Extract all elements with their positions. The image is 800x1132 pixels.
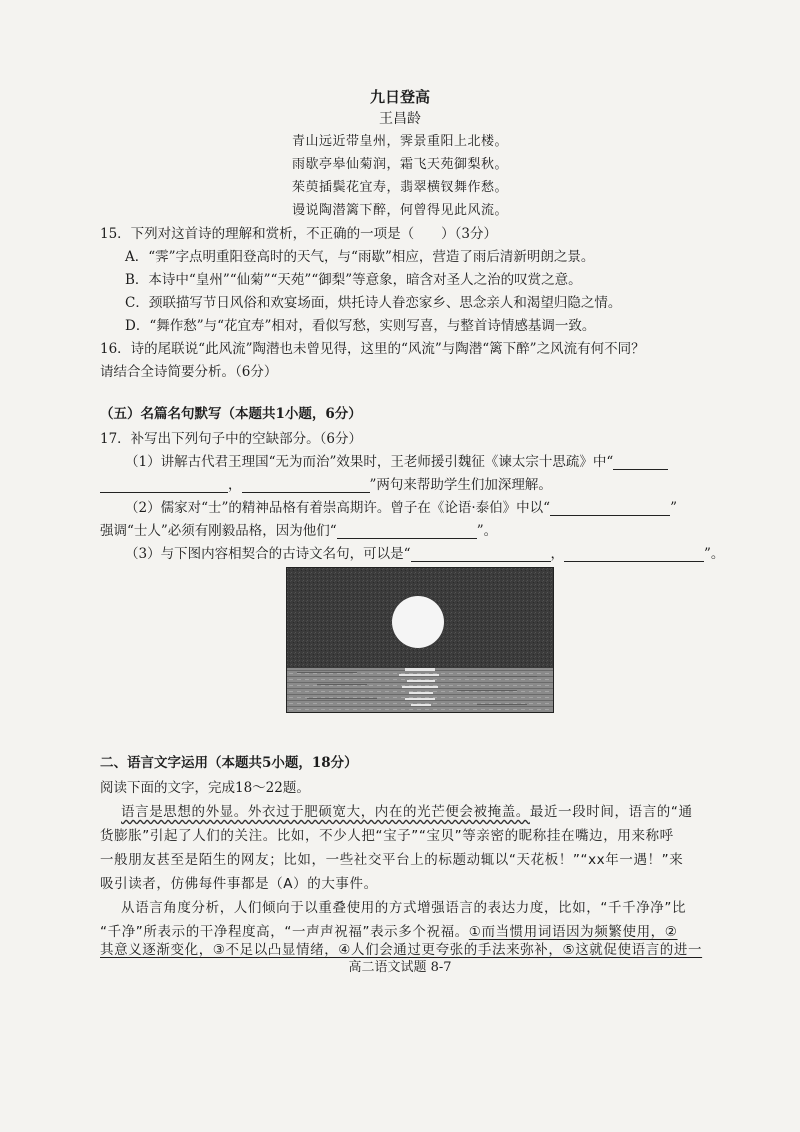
passage-line [121, 800, 693, 820]
answer-blank[interactable] [550, 501, 670, 516]
question-15-option-c: C．颈联描写节日风俗和欢宴场面，烘托诗人眷恋家乡、思念亲人和渴望归隐之情。 [125, 295, 622, 311]
section-5-heading: （五）名篇名句默写（本题共1小题，6分） [100, 406, 362, 422]
answer-blank[interactable] [337, 524, 477, 539]
question-15-option-a: A．“霁”字点明重阳登高时的天气，与“雨歇”相应，营造了雨后清新明朗之景。 [125, 249, 595, 265]
question-17-stem: 17．补写出下列句子中的空缺部分。（6分） [100, 431, 363, 447]
section-2-intro: 阅读下面的文字，完成18～22题。 [100, 780, 310, 796]
moon-over-water-image [286, 567, 554, 713]
passage-underlined-line: 其意义逐渐变化，③不足以凸显情绪，④人们会通过更夸张的手法来弥补，⑤这就促使语言的进一 [100, 942, 703, 958]
q17-p1-end: ”两句来帮助学生们加深理解。 [369, 477, 552, 493]
poem-line: 青山远近带皇州，霁景重阳上北楼。 [291, 134, 508, 149]
question-17-part3 [125, 542, 724, 562]
question-17-part1-line1 [125, 450, 668, 470]
question-15-option-b: B．本诗中“皇州”“仙菊”“天苑”“御梨”等意象，暗含对圣人之治的叹赏之意。 [125, 272, 582, 288]
question-16-line2: 请结合全诗简要分析。（6分） [100, 364, 278, 380]
passage-line [100, 920, 678, 940]
passage-text: 最近一段时间，语言的“通 [529, 804, 693, 820]
q17-p1-text: （1）讲解古代君王理国“无为而治”效果时，王老师援引魏征《谏太宗十思疏》中“ [125, 454, 614, 470]
q17-p2-text2: 强调“士人”必须有刚毅品格，因为他们“ [100, 523, 337, 539]
passage-underlined: ①而当惯用词语因为频繁使用，② [468, 924, 678, 940]
page-footer: 高二语文试题 8-7 [348, 960, 452, 975]
poem-line: 雨歇亭皋仙菊润，霜飞天苑御梨秋。 [291, 157, 508, 172]
answer-blank[interactable] [411, 547, 551, 562]
answer-blank[interactable] [100, 478, 228, 493]
passage-line: 吸引读者，仿佛每件事都是（A）的大事件。 [100, 876, 378, 892]
poem-line: 谩说陶潜篱下醉，何曾得见此风流。 [291, 203, 508, 218]
question-17-part2-line1 [125, 496, 677, 516]
question-17-part1-line2 [100, 473, 552, 493]
q17-p3-comma: ， [550, 546, 564, 562]
poem-line: 茱萸插鬓花宜寿，翡翠横钗舞作愁。 [291, 180, 508, 195]
q17-p1-comma: ， [228, 477, 242, 493]
answer-blank[interactable] [242, 478, 370, 493]
poem-title: 九日登高 [369, 88, 430, 106]
passage-wavy-sentence: 语言是思想的外显。外衣过于肥硕宽大，内在的光芒便会被掩盖。 [121, 804, 530, 820]
q17-p2-text: （2）儒家对“士”的精神品格有着崇高期许。曾子在《论语·泰伯》中以“ [125, 500, 551, 516]
q17-p2-end: ”。 [476, 523, 498, 539]
moon-shape [392, 596, 444, 648]
q17-p2-quote: ” [670, 500, 677, 516]
question-15-stem: 15．下列对这首诗的理解和赏析，不正确的一项是（ ）（3分） [100, 226, 498, 242]
poem-author: 王昌龄 [379, 111, 421, 127]
answer-blank[interactable] [564, 547, 704, 562]
question-15-option-d: D．“舞作愁”与“花宜寿”相对，看似写愁，实则写喜，与整首诗情感基调一致。 [125, 318, 596, 334]
q17-p3-text: （3）与下图内容相契合的古诗文名句，可以是“ [125, 546, 411, 562]
answer-blank[interactable] [613, 455, 668, 470]
passage-line: 从语言角度分析，人们倾向于以重叠使用的方式增强语言的表达力度，比如，“千千净净”比 [121, 900, 687, 916]
question-17-part2-line2 [100, 519, 497, 539]
moon-over-water-picture [287, 568, 553, 712]
section-2-heading: 二、语言文字运用（本题共5小题，18分） [100, 755, 358, 771]
passage-line: 一般朋友甚至是陌生的网友；比如，一些社交平台上的标题动辄以“天花板！”“xx年一遇！”来 [100, 852, 684, 868]
passage-text: “千净”所表示的干净程度高，“一声声祝福”表示多个祝福。 [100, 924, 469, 940]
question-16-line1: 16．诗的尾联说“此风流”陶潜也未曾见得，这里的“风流”与陶潜“篱下醉”之风流有何不同？ [100, 341, 645, 357]
passage-line: 货膨胀”引起了人们的关注。比如，不少人把“宝子”“宝贝”等亲密的昵称挂在嘴边，用来称呼 [100, 828, 674, 844]
q17-p3-end: ”。 [704, 546, 725, 562]
